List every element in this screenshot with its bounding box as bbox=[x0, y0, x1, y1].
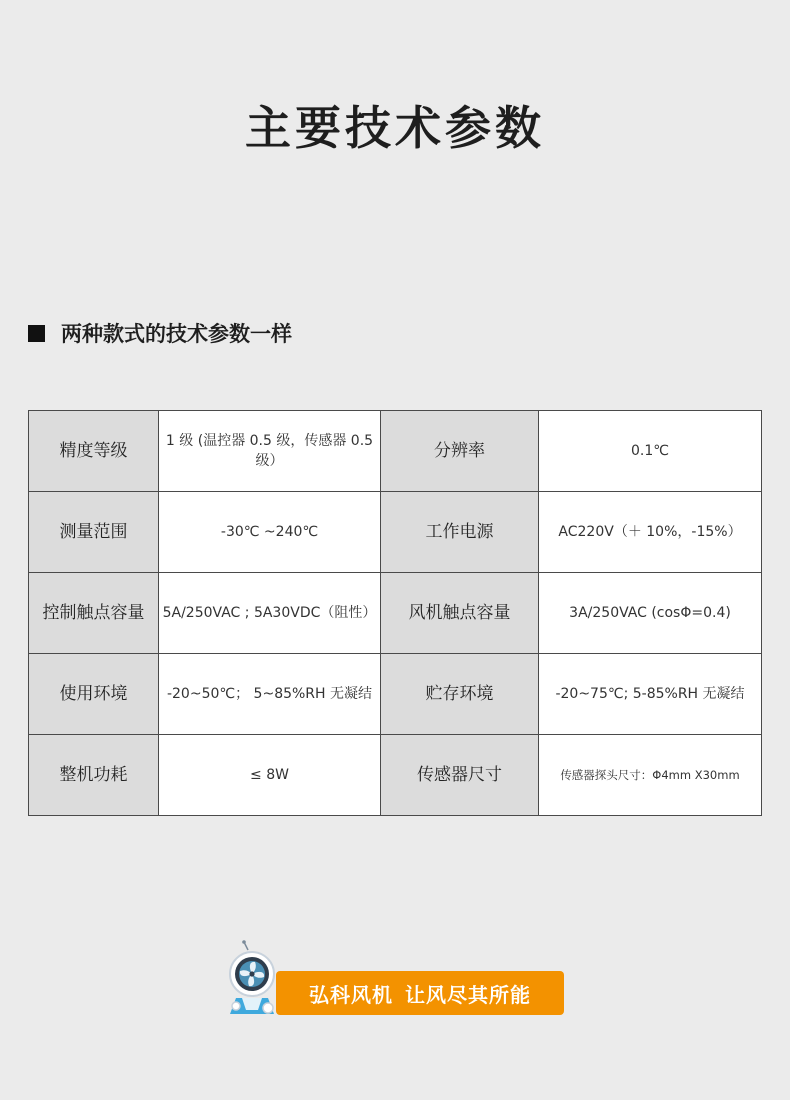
spec-label: 使用环境 bbox=[29, 654, 159, 735]
square-bullet-icon bbox=[28, 325, 45, 342]
table-row bbox=[29, 654, 762, 735]
spec-label: 控制触点容量 bbox=[29, 573, 159, 654]
section-header bbox=[28, 318, 292, 348]
spec-label: 风机触点容量 bbox=[381, 573, 539, 654]
spec-value: AC220V（＋ 10%，-15%） bbox=[539, 492, 762, 573]
page-title: 主要技术参数 bbox=[245, 101, 545, 155]
spec-label: 工作电源 bbox=[381, 492, 539, 573]
table-row bbox=[29, 411, 762, 492]
spec-value: 传感器探头尺寸：Φ4mm X30mm bbox=[539, 735, 762, 816]
brand-slogan: 让风尽其所能 bbox=[405, 982, 531, 1007]
spec-value: 0.1℃ bbox=[539, 411, 762, 492]
spec-value: 5A/250VAC ; 5A30VDC（阻性） bbox=[159, 573, 381, 654]
table-row bbox=[29, 573, 762, 654]
table-row bbox=[29, 492, 762, 573]
fan-mascot-icon bbox=[228, 940, 286, 1020]
section-heading: 两种款式的技术参数一样 bbox=[61, 322, 292, 346]
slogan-pill bbox=[276, 971, 564, 1015]
brand-banner bbox=[228, 940, 568, 1020]
spec-value: -20~50℃； 5~85%RH 无凝结 bbox=[159, 654, 381, 735]
spec-label: 精度等级 bbox=[29, 411, 159, 492]
spec-value: -30℃ ~240℃ bbox=[159, 492, 381, 573]
spec-value: -20~75℃; 5-85%RH 无凝结 bbox=[539, 654, 762, 735]
specs-table bbox=[28, 410, 762, 816]
spec-label: 分辨率 bbox=[381, 411, 539, 492]
brand-name: 弘科风机 bbox=[309, 982, 393, 1007]
spec-value: 1 级 (温控器 0.5 级，传感器 0.5 级） bbox=[159, 411, 381, 492]
table-row bbox=[29, 735, 762, 816]
spec-label: 贮存环境 bbox=[381, 654, 539, 735]
spec-label: 整机功耗 bbox=[29, 735, 159, 816]
spec-label: 测量范围 bbox=[29, 492, 159, 573]
spec-label: 传感器尺寸 bbox=[381, 735, 539, 816]
spec-value: 3A/250VAC (cosΦ=0.4) bbox=[539, 573, 762, 654]
spec-value: ≤ 8W bbox=[159, 735, 381, 816]
